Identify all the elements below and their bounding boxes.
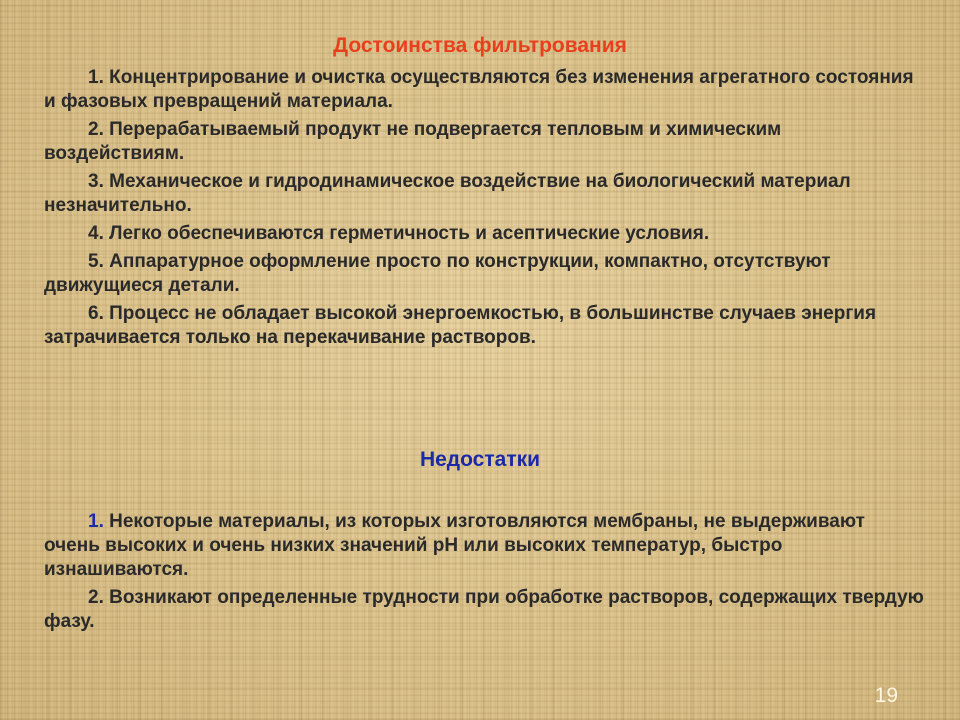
advantage-item-1 [44,66,924,114]
item-number: 4. [88,223,104,244]
item-text: Легко обеспечиваются герметичность и асептические условия. [109,223,710,244]
item-text: Процесс не обладает высокой энергоемкостью, в большинстве случаев энергия затрачивается только на перекачивание растворов. [44,303,877,348]
disadvantages-list [44,510,924,638]
item-text: Концентрирование и очистка осуществляются без изменения агрегатного состояния и фазовых превращений материала. [44,67,914,112]
item-number: 3. [88,171,104,192]
item-text: Аппаратурное оформление просто по конструкции, компактно, отсутствуют движущиеся детали. [44,251,831,296]
advantages-list [44,66,924,354]
item-number: 5. [88,251,104,272]
advantage-item-3 [44,170,924,218]
advantage-item-5 [44,250,924,298]
item-text: Перерабатываемый продукт не подвергается тепловым и химическим воздействиям. [44,119,782,164]
advantages-title: Достоинства фильтрования [333,34,627,57]
item-number: 6. [88,303,104,324]
item-number: 1. [88,67,104,88]
item-text: Механическое и гидродинамическое воздействие на биологический материал незначительно. [44,171,851,216]
item-text: Некоторые материалы, из которых изготовляются мембраны, не выдерживают очень высоких и очень низких значений pH или высоких температур, быстро изнашиваются. [44,511,865,580]
disadvantage-item-2 [44,586,924,634]
disadvantages-title: Недостатки [419,448,541,471]
disadvantage-item-1 [44,510,924,582]
page-number: 19 [874,684,898,707]
item-number: 1. [88,511,104,532]
advantage-item-2 [44,118,924,166]
advantage-item-4 [44,222,924,246]
item-text: Возникают определенные трудности при обработке растворов, содержащих твердую фазу. [44,587,924,632]
advantage-item-6 [44,302,924,350]
item-number: 2. [88,119,104,140]
item-number: 2. [88,587,104,608]
